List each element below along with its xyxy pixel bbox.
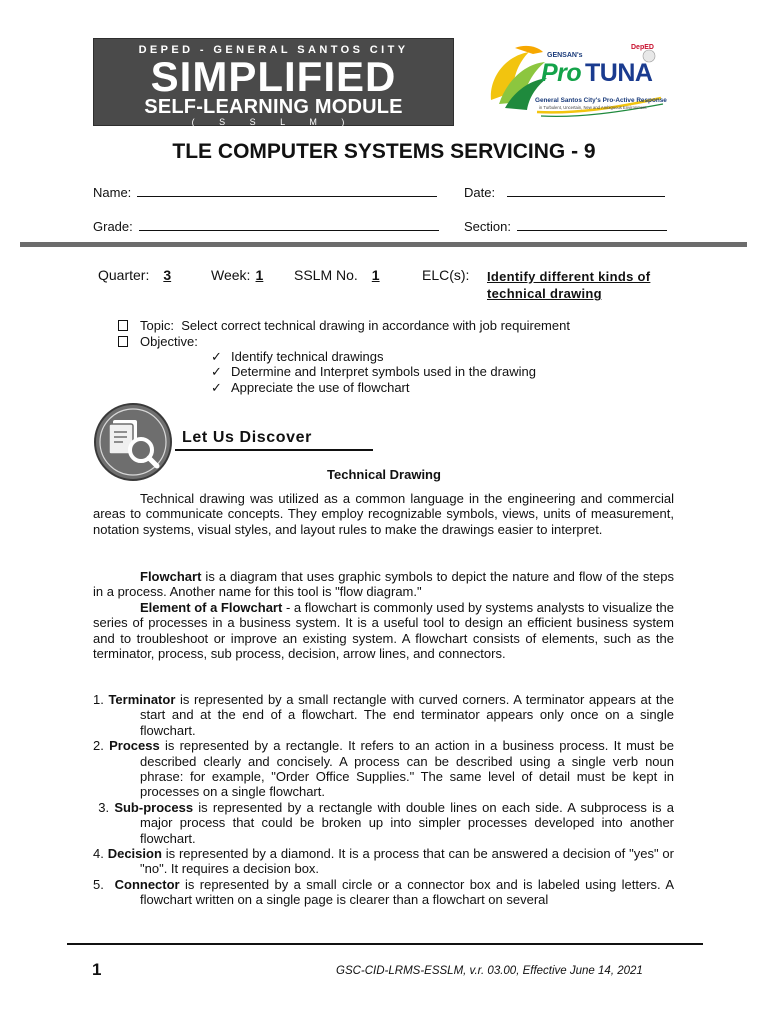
banner-module: SELF-LEARNING MODULE: [144, 96, 403, 118]
document-code: GSC-CID-LRMS-ESSLM, v.r. 03.00, Effective June 14, 2021: [336, 965, 643, 977]
page-number: 1: [92, 960, 102, 979]
list-item: [93, 846, 674, 877]
topic-item: [118, 318, 570, 333]
topic-text: Select correct technical drawing in accordance with job requirement: [181, 318, 570, 333]
list-term: Terminator: [108, 692, 176, 707]
section-title: Let Us Discover: [182, 429, 312, 446]
list-text: is represented by a rectangle with double lines on each side. A subprocess is a major process that could be broken up into simpler processes developed into another flowchart.: [140, 799, 674, 846]
quarter-label: Quarter:: [98, 267, 150, 283]
sslm-banner: [93, 38, 454, 126]
date-label: Date:: [464, 185, 496, 200]
grade-line[interactable]: [139, 218, 439, 231]
checkmark-icon: ✓: [211, 364, 222, 379]
quarter-value: 3: [163, 267, 172, 283]
header-divider: [20, 242, 747, 247]
checkbox-icon: [118, 320, 128, 331]
logo-tagline-sub: in Turbulent, Uncertain, New and Ambiguous Environment: [539, 105, 647, 110]
objective-label: Objective:: [140, 334, 198, 349]
name-field[interactable]: [93, 184, 437, 200]
logo-gensan: GENSAN's: [547, 52, 583, 59]
grade-label: Grade:: [93, 219, 133, 234]
list-text: is represented by a diamond. It is a process that can be answered a decision of "yes" or "no". It requires a decision box.: [140, 846, 674, 877]
checkmark-icon: ✓: [211, 380, 222, 395]
flowchart-definition: [93, 569, 674, 600]
name-line[interactable]: [137, 184, 437, 197]
list-number: 4.: [93, 846, 104, 862]
elc-value: [487, 268, 650, 302]
sslm-label: SSLM No.: [294, 267, 358, 283]
section-field[interactable]: [464, 218, 667, 234]
quarter-info: [98, 267, 181, 283]
week-value: 1: [255, 267, 264, 283]
element-text: - a flowchart is commonly used by systems analysts to visualize the series of processes in a business system. It is a useful tool to design an efficient business system and to troubleshoot or improve an existing system. A flowchart consists of elements, such as the terminator, process, sub process, decision, arrow lines, and connectors.: [93, 599, 674, 662]
list-number: 5.: [93, 876, 104, 892]
sslm-info: [294, 267, 386, 283]
logo-deped: DepED: [631, 44, 654, 51]
flowchart-term: Flowchart: [140, 569, 202, 584]
date-field[interactable]: [464, 184, 665, 200]
list-term: Decision: [107, 846, 162, 862]
list-text: is represented by a small rectangle with curved corners. A terminator appears at the start and at the end of a flowchart. The end terminator appears only once on a single flowchart.: [140, 692, 674, 738]
logo-tuna: TUNA: [585, 59, 653, 87]
logo-tagline: General Santos City's Pro-Active Response: [535, 97, 667, 104]
objective-text: Appreciate the use of flowchart: [231, 380, 410, 395]
intro-text: Technical drawing was utilized as a common language in the engineering and commercial areas to communicate concepts. They employ recognizable symbols, views, units of measurement, notation systems, visual styles, and layout rules to make the drawings easier to interpret.: [93, 491, 674, 537]
list-item: [93, 692, 674, 738]
elc-label: ELC(s):: [422, 267, 470, 283]
list-number: 1.: [93, 692, 104, 707]
section-label: Section:: [464, 219, 511, 234]
elc-line-1: Identify different kinds of: [487, 269, 651, 284]
list-number: 2.: [93, 738, 104, 754]
list-term: Process: [109, 738, 160, 754]
list-item: [93, 800, 674, 846]
objective-1: [211, 349, 383, 365]
flowchart-elements-list: [93, 692, 674, 908]
element-definition: [93, 600, 674, 662]
week-info: [211, 267, 268, 283]
list-item: [93, 738, 674, 800]
objective-text: Identify technical drawings: [231, 349, 384, 364]
name-label: Name:: [93, 185, 132, 200]
list-item: [93, 877, 674, 908]
flowchart-paragraph: [93, 569, 674, 661]
footer-divider: [67, 943, 703, 945]
protuna-logo: [485, 42, 671, 124]
elc-line-2: technical drawing: [487, 286, 602, 301]
objective-text: Determine and Interpret symbols used in the drawing: [231, 364, 536, 379]
topic-label: Topic:: [140, 318, 174, 333]
banner-abbrev: ( S S L M ): [191, 117, 356, 127]
list-term: Sub-process: [114, 799, 194, 815]
checkmark-icon: ✓: [211, 349, 222, 364]
section-title-underline: [175, 449, 373, 451]
date-line[interactable]: [507, 184, 665, 197]
week-label: Week:: [211, 267, 251, 283]
objective-3: [211, 380, 410, 396]
section-line[interactable]: [517, 218, 667, 231]
objective-2: [211, 364, 536, 380]
grade-field[interactable]: [93, 218, 439, 234]
module-title: TLE COMPUTER SYSTEMS SERVICING - 9: [172, 140, 596, 163]
banner-simplified: SIMPLIFIED: [150, 53, 397, 100]
checkbox-icon: [118, 336, 128, 347]
flowchart-text: is a diagram that uses graphic symbols to depict the nature and flow of the steps in a process. Another name for this tool is "flow diagram.": [93, 569, 674, 600]
intro-paragraph: [93, 491, 674, 537]
objective-item: [118, 334, 198, 349]
element-term: Element of a Flowchart: [140, 599, 283, 615]
subheading: Technical Drawing: [327, 467, 441, 482]
list-text: is represented by a rectangle. It refers to an action in a business process. It must be described clearly and concisely. A process can be described using a single verb noun phrase: for example, "Order Office Supplies." The same level of detail must be kept in processes on a single flowchart.: [140, 738, 674, 800]
sslm-value: 1: [371, 267, 380, 283]
list-number: 3.: [93, 799, 110, 815]
banner-division: DEPED - GENERAL SANTOS CITY: [138, 44, 409, 56]
list-text: is represented by a small circle or a connector box and is labeled using letters. A flowchart written on a single page is clearer than a flowchart on several: [140, 876, 674, 908]
list-term: Connector: [114, 876, 180, 892]
logo-pro: Pro: [541, 59, 582, 87]
